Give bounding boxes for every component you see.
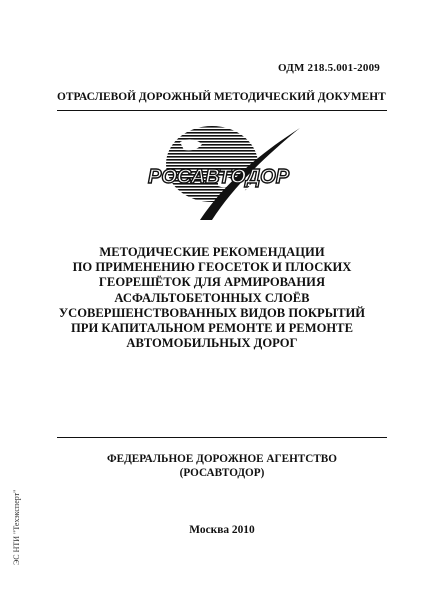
title-line: АВТОМОБИЛЬНЫХ ДОРОГ xyxy=(126,336,298,351)
top-divider xyxy=(57,110,387,111)
agency-name: ФЕДЕРАЛЬНОЕ ДОРОЖНОЕ АГЕНТСТВО xyxy=(107,453,337,465)
title-line: ГЕОРЕШЁТОК ДЛЯ АРМИРОВАНИЯ xyxy=(98,275,326,290)
logo-text: РОСАВТОДОР xyxy=(148,166,290,188)
document-title xyxy=(40,245,384,351)
agency-block xyxy=(57,452,387,480)
bottom-divider xyxy=(57,437,387,438)
title-line: УСОВЕРШЕНСТВОВАННЫХ ВИДОВ ПОКРЫТИЙ xyxy=(58,305,366,320)
document-code: ОДМ 218.5.001-2009 xyxy=(278,62,380,74)
title-line: ПО ПРИМЕНЕНИЮ ГЕОСЕТОК И ПЛОСКИХ xyxy=(72,260,352,275)
agency-abbrev: (РОСАВТОДОР) xyxy=(179,467,265,479)
title-line: МЕТОДИЧЕСКИЕ РЕКОМЕНДАЦИИ xyxy=(99,245,325,259)
rosavtodor-logo-icon xyxy=(140,120,310,225)
title-line: АСФАЛЬТОБЕТОННЫХ СЛОЁВ xyxy=(114,290,310,305)
watermark: ЭС НТИ "Техэксперт" xyxy=(12,489,21,565)
title-line: ПРИ КАПИТАЛЬНОМ РЕМОНТЕ И РЕМОНТЕ xyxy=(71,321,353,336)
document-type: ОТРАСЛЕВОЙ ДОРОЖНЫЙ МЕТОДИЧЕСКИЙ ДОКУМЕНТ xyxy=(57,91,386,103)
place-year: Москва 2010 xyxy=(189,524,255,536)
